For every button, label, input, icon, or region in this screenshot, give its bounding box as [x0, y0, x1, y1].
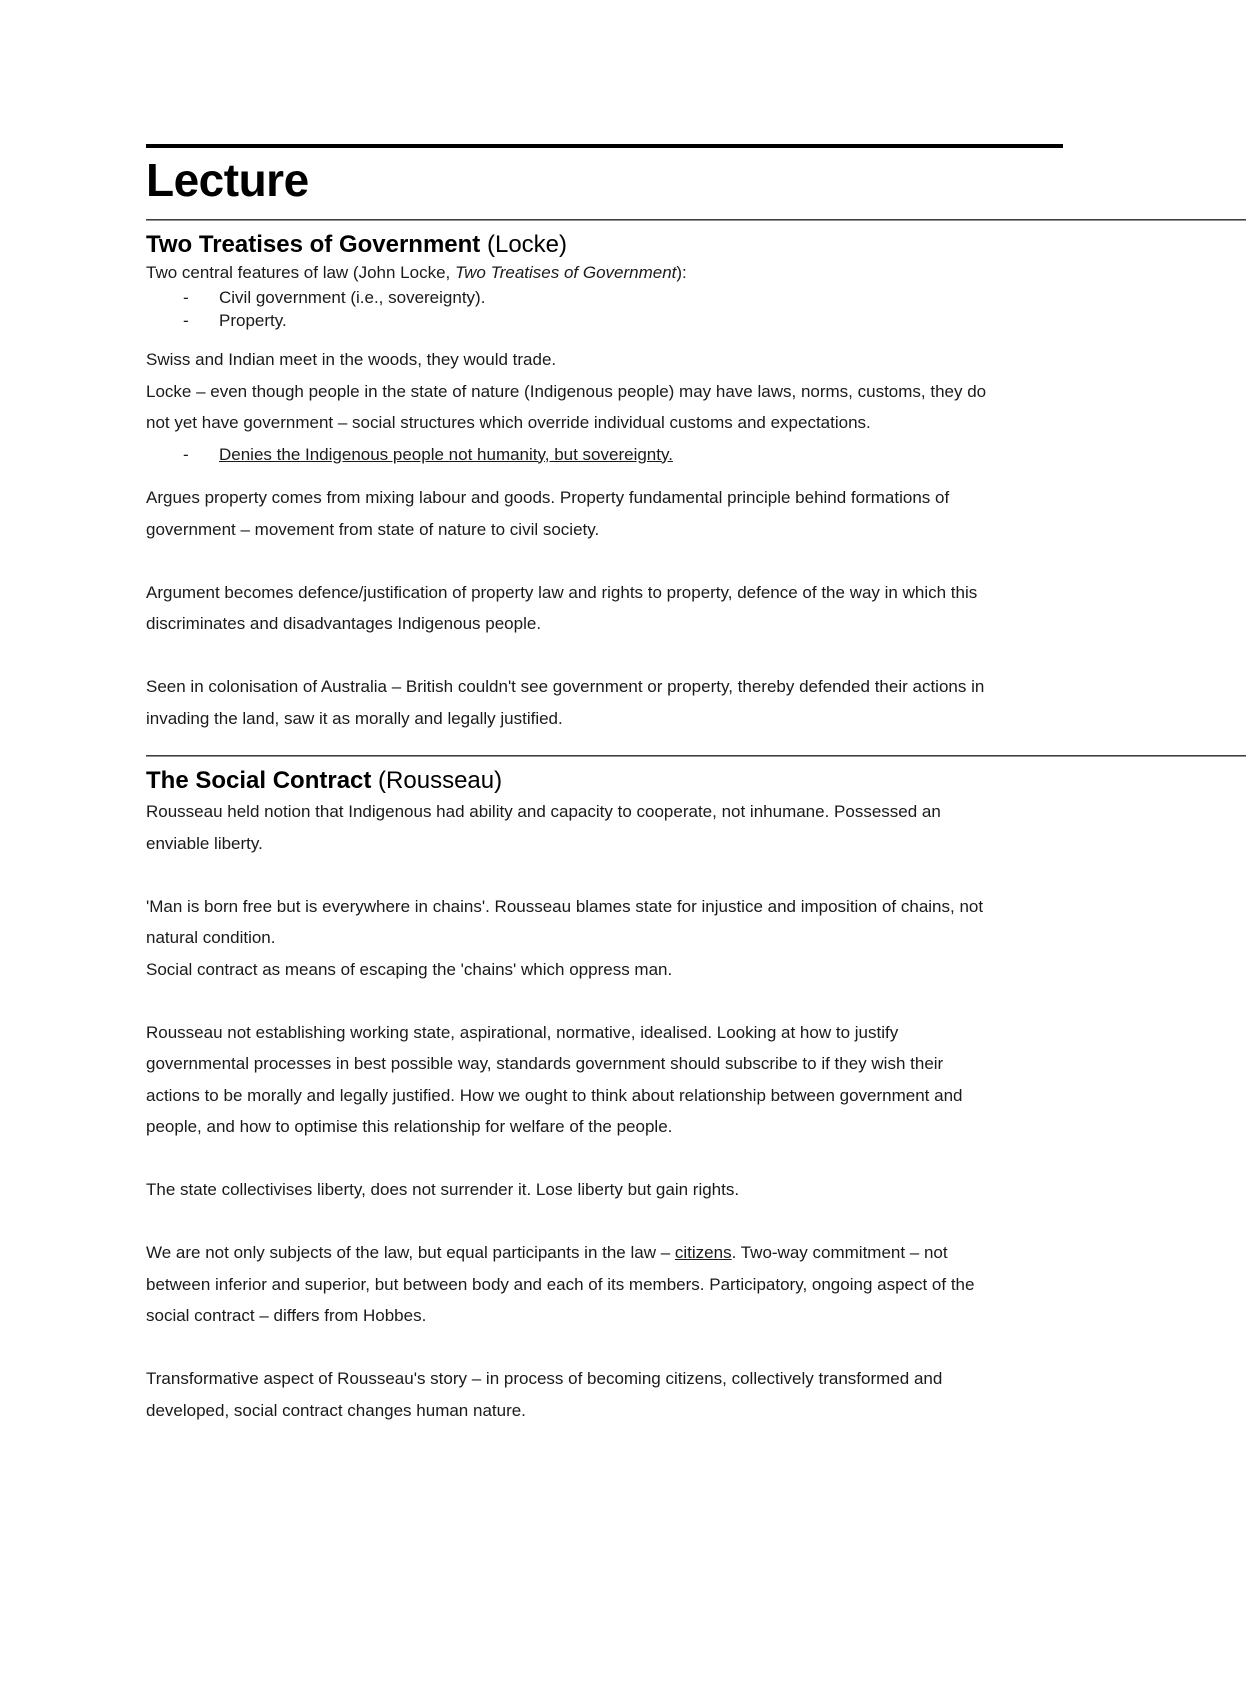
list-item: - Property. — [183, 311, 287, 330]
paragraph: social contract – differs from Hobbes. — [146, 1306, 427, 1325]
paragraph: actions to be morally and legally justified. How we ought to think about relationship between government and — [146, 1085, 963, 1105]
paragraph: Argues property comes from mixing labour and goods. Property fundamental principle behind formations of — [146, 488, 950, 507]
section-heading-locke: Two Treatises of Government (Locke) — [146, 231, 568, 258]
paragraph: invading the land, saw it as morally and legally justified. — [146, 708, 563, 728]
paragraph: enviable liberty. — [146, 833, 263, 853]
paragraph: Swiss and Indian meet in the woods, they would trade. — [146, 350, 557, 369]
paragraph: natural condition. — [146, 928, 276, 947]
paragraph: The state collectivises liberty, does not surrender it. Lose liberty but gain rights. — [146, 1180, 740, 1199]
citizens-term: citizens — [674, 1243, 732, 1262]
paragraph: Social contract as means of escaping the 'chains' which oppress man. — [146, 959, 673, 979]
paragraph: Rousseau not establishing working state, aspirational, normative, idealised. Looking at how to justify — [146, 1022, 899, 1042]
paragraph: Two central features of law (John Locke, Two Treatises of Government): — [146, 263, 687, 282]
paragraph: governmental processes in best possible way, standards government should subscribe to if they wish their — [146, 1054, 944, 1073]
paragraph: 'Man is born free but is everywhere in chains'. Rousseau blames state for injustice and imposition of chains, not — [146, 896, 984, 916]
top-rule — [146, 144, 1063, 148]
paragraph: Transformative aspect of Rousseau's story – in process of becoming citizens, collectively transformed and — [146, 1369, 943, 1388]
paragraph: discriminates and disadvantages Indigenous people. — [146, 614, 542, 633]
paragraph: Seen in colonisation of Australia – British couldn't see government or property, thereby defended their actions in — [146, 677, 985, 696]
paragraph: people, and how to optimise this relationship for welfare of the people. — [146, 1117, 673, 1136]
paragraph: government – movement from state of nature to civil society. — [146, 519, 600, 539]
paragraph: developed, social contract changes human nature. — [146, 1400, 526, 1420]
section-divider: ——————————————————————————————————————————————————————— — [146, 744, 1246, 766]
paragraph: We are not only subjects of the law, but equal participants in the law – citizens. Two-way commitment – not — [146, 1243, 948, 1262]
bullet-list — [146, 439, 1063, 471]
section-divider: ——————————————————————————————————————————————————————— — [146, 208, 1246, 230]
paragraph: between inferior and superior, but between body and each of its members. Participatory, ongoing aspect of the — [146, 1274, 975, 1294]
paragraph: not yet have government – social structures which override individual customs and expectations. — [146, 413, 871, 432]
section-heading-rousseau: The Social Contract (Rousseau) — [146, 767, 503, 794]
paragraph: Locke – even though people in the state of nature (Indigenous people) may have laws, norms, customs, they do — [146, 381, 987, 401]
document-page — [146, 144, 1246, 1426]
paragraph: Rousseau held notion that Indigenous had ability and capacity to cooperate, not inhumane. Possessed an — [146, 802, 941, 821]
list-item: - Civil government (i.e., sovereignty). — [183, 288, 486, 307]
list-item: - Denies the Indigenous people not humanity, but sovereignty. — [183, 444, 673, 464]
paragraph: Argument becomes defence/justification of property law and rights to property, defence of the way in which this — [146, 582, 978, 602]
page-title: Lecture — [146, 154, 309, 206]
bullet-list — [146, 286, 1063, 332]
